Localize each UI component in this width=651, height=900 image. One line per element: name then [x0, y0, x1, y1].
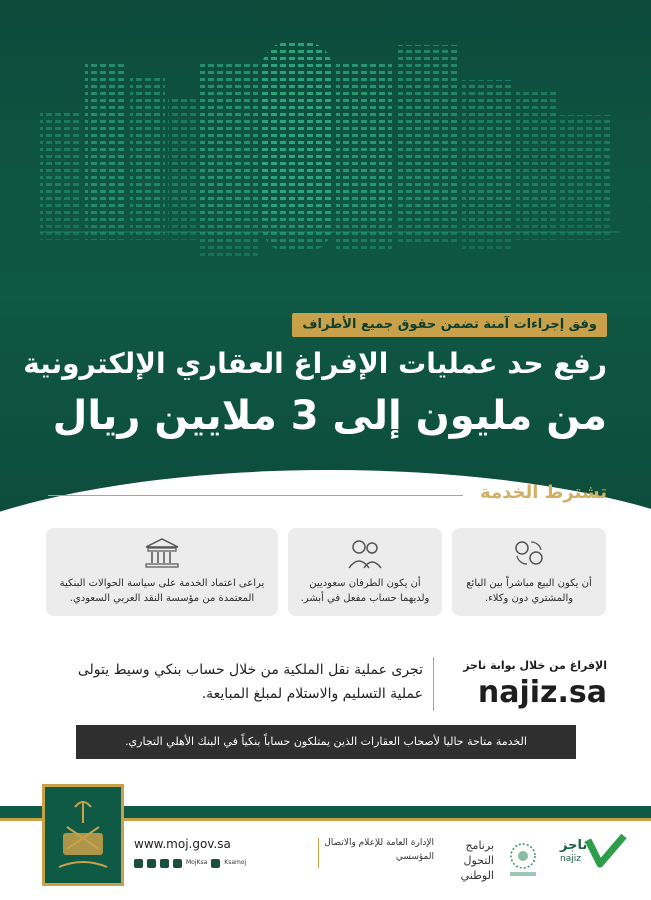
conditions-heading: تشترط الخدمة — [480, 482, 607, 503]
najiz-divider — [433, 657, 434, 711]
najiz-logo-arabic: ناجز — [560, 838, 588, 853]
najiz-portal-label: الإفراغ من خلال بوابة ناجز — [463, 659, 607, 672]
najiz-description: تجرى عملية نقل الملكية من خلال حساب بنكي وسيط يتولى عملية التسليم والاستلام لمبلغ المبايعة. — [77, 662, 423, 702]
snapchat-icon[interactable] — [147, 859, 156, 868]
bank-icon — [142, 536, 182, 570]
condition-card-direct-sale — [452, 528, 606, 616]
availability-notice: الخدمة متاحة حاليا لأصحاب العقارات الذين يمتلكون حساباً بنكياً في البنك الأهلي التجاري. — [76, 725, 576, 759]
conditions-divider — [48, 495, 463, 496]
condition-text-2: أن يكون الطرفان سعوديين ولديهما حساب مفعل في أبشر. — [300, 578, 430, 604]
condition-card-bank-policy — [46, 528, 278, 616]
instagram-icon[interactable] — [160, 859, 169, 868]
social-media-row — [134, 857, 246, 869]
emblem-icon — [45, 787, 121, 883]
ministry-of-justice-logo — [42, 784, 124, 886]
najiz-logo-english: najiz — [560, 854, 581, 864]
condition-text-3: يراعى اعتماد الخدمة على سياسة الحوالات البنكية المعتمدة من مؤسسة النقد العربي السعودي. — [59, 578, 265, 604]
social-handle-2: Ksamoj — [224, 859, 247, 866]
national-transformation-program-label: برنامج التحول الوطني — [460, 839, 494, 882]
condition-text-1: أن يكون البيع مباشراً بين البائع والمشتري دون وكلاء. — [466, 578, 592, 604]
hero-title-line-2: من مليون إلى 3 ملايين ريال — [52, 393, 607, 439]
youtube-icon[interactable] — [211, 859, 220, 868]
hero-tagline: وفق إجراءات آمنة تضمن حقوق جميع الأطراف — [292, 313, 607, 337]
twitter-icon[interactable] — [134, 859, 143, 868]
department-name: الإدارة العامة للإعلام والاتصال المؤسسي — [324, 838, 434, 862]
people-icon — [345, 536, 385, 570]
linkedin-icon[interactable] — [173, 859, 182, 868]
vision-2030-logo-icon — [500, 838, 546, 880]
moj-website-link[interactable]: www.moj.gov.sa — [134, 837, 231, 851]
exchange-icon — [509, 536, 549, 570]
najiz-url-link[interactable]: najiz.sa — [477, 675, 607, 710]
footer-divider — [318, 838, 319, 868]
hero-title-line-1: رفع حد عمليات الإفراغ العقاري الإلكترونية — [23, 347, 607, 380]
city-skyline-illustration — [0, 0, 651, 300]
condition-card-saudi-parties — [288, 528, 442, 616]
social-handle-1: MojKsa — [186, 859, 208, 866]
